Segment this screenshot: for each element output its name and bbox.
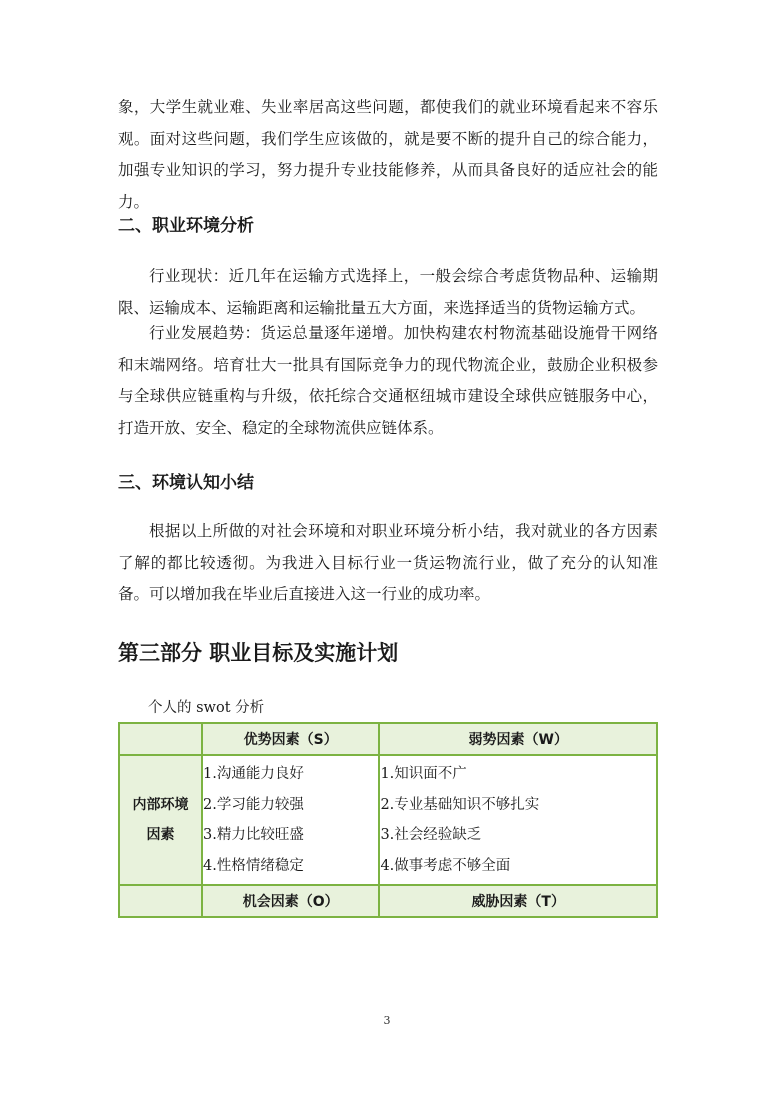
swot-empty-cell	[119, 885, 202, 917]
paragraph-summary: 根据以上所做的对社会环境和对职业环境分析小结，我对就业的各方因素了解的都比较透彻。为我进入目标行业一货运物流行业，做了充分的认知准备。可以增加我在毕业后直接进入这一行业的成功率。	[118, 522, 658, 603]
strength-item: 3.精力比较旺盛	[203, 827, 304, 843]
paragraph-industry-trend: 行业发展趋势：货运总量逐年递增。加快构建农村物流基础设施骨干网络和末端网络。培育壮大一批具有国际竞争力的现代物流企业，鼓励企业积极参与全球供应链重构与升级，依托综合交通枢纽城市建设全球供应链服务中心，打造开放、安全、稳定的全球物流供应链体系。	[118, 324, 658, 437]
weaknesses-header: 弱势因素（W）	[379, 723, 657, 755]
swot-caption: 个人的 swot 分析	[148, 700, 265, 716]
swot-internal-row	[119, 755, 657, 885]
strength-item: 1.沟通能力良好	[203, 766, 304, 782]
swot-external-row	[119, 885, 657, 917]
internal-factors-text: 内部环境因素	[132, 797, 189, 843]
paragraph-industry-status: 行业现状：近几年在运输方式选择上，一般会综合考虑货物品种、运输期限、运输成本、运输距离和运输批量五大方面，来选择适当的货物运输方式。	[118, 267, 658, 317]
heading-environment-summary: 三、环境认知小结	[118, 473, 254, 493]
paragraph-employment-environment: 象，大学生就业难、失业率居高这些问题，都使我们的就业环境看起来不容乐观。面对这些问题，我们学生应该做的，就是要不断的提升自己的综合能力，加强专业知识的学习，努力提升专业技能修养，从而具备良好的适应社会的能力。	[118, 98, 658, 211]
swot-corner-cell	[119, 723, 202, 755]
threats-header: 威胁因素（T）	[379, 885, 657, 917]
weakness-item: 4.做事考虑不够全面	[380, 857, 511, 874]
strengths-cell	[202, 755, 379, 885]
swot-table	[118, 722, 658, 918]
heading-part-three: 第三部分 职业目标及实施计划	[118, 641, 399, 665]
internal-factors-label	[119, 755, 202, 885]
swot-header-row	[119, 723, 657, 755]
strength-item: 4.性格情绪稳定	[203, 857, 304, 874]
page-number: 3	[383, 1014, 391, 1027]
weakness-item: 3.社会经验缺乏	[380, 827, 482, 843]
weakness-item: 2.专业基础知识不够扎实	[380, 796, 540, 813]
strength-item: 2.学习能力较强	[203, 796, 304, 813]
weaknesses-cell	[379, 755, 657, 885]
weakness-item: 1.知识面不广	[380, 766, 467, 782]
heading-career-environment-analysis: 二、职业环境分析	[118, 216, 254, 236]
strengths-header: 优势因素（S）	[202, 723, 379, 755]
opportunities-header: 机会因素（O）	[202, 885, 379, 917]
